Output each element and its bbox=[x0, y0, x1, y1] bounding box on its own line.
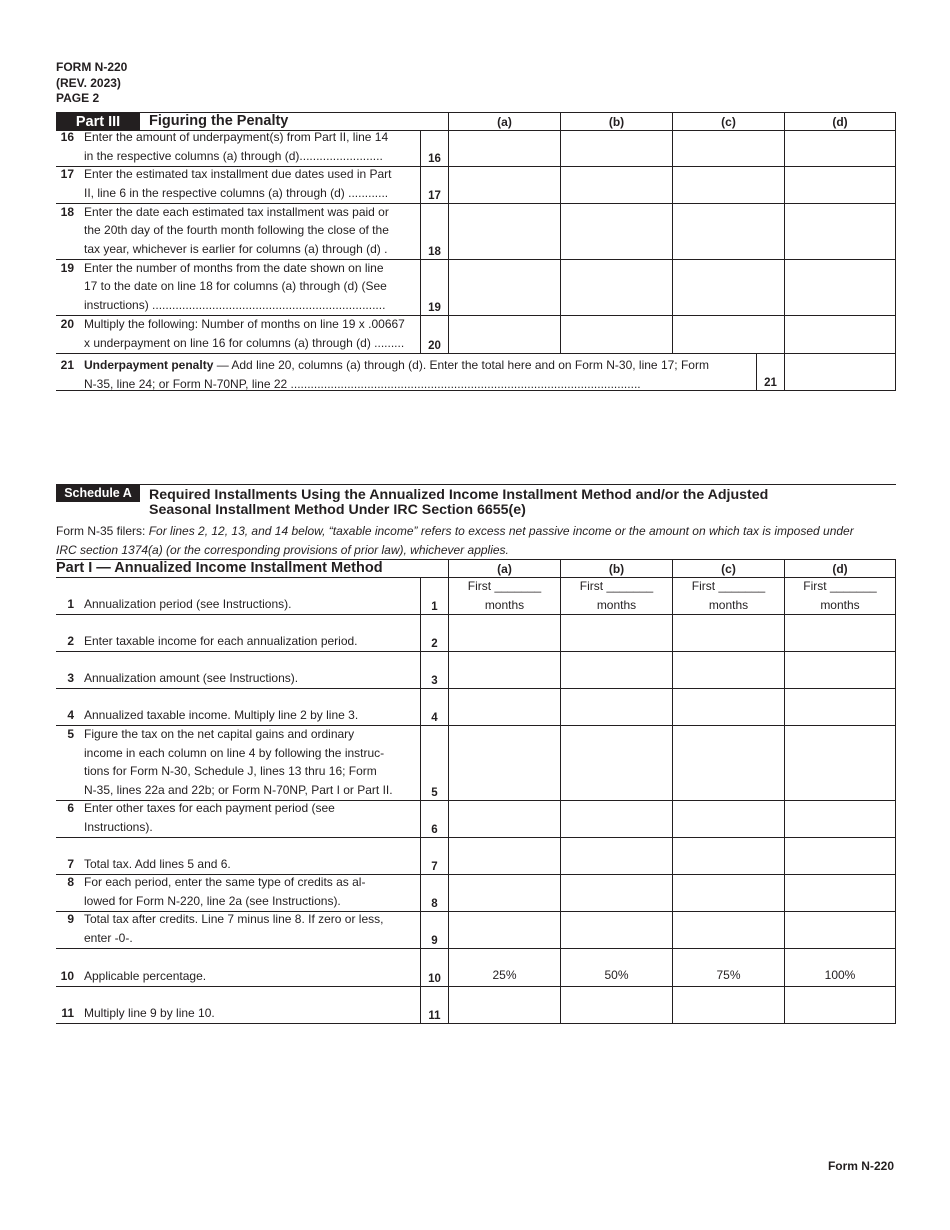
line-number: 8 bbox=[67, 875, 74, 890]
line-5-box bbox=[420, 726, 448, 801]
line-4-box bbox=[420, 689, 448, 726]
line-number: 3 bbox=[67, 671, 74, 686]
description-text: Annualized taxable income. Multiply line 2 by line 3. bbox=[84, 708, 359, 723]
line-6-column-d-field[interactable] bbox=[784, 801, 896, 838]
part3-title: Figuring the Penalty bbox=[149, 113, 289, 129]
description-text: Multiply the following: Number of months on line 19 x .00667 bbox=[84, 317, 405, 332]
line-17-box bbox=[420, 167, 448, 204]
line-3-column-a-field[interactable] bbox=[448, 652, 560, 689]
months-label: months bbox=[484, 597, 525, 612]
line-7-row bbox=[56, 838, 896, 875]
line-5-row bbox=[56, 726, 896, 801]
footer-form-name: Form N-220 bbox=[827, 1159, 894, 1173]
line-number-box-label: 5 bbox=[431, 787, 438, 799]
line-17-column-b-field[interactable] bbox=[560, 167, 672, 204]
line-number-box-label: 18 bbox=[428, 246, 441, 258]
line-8-box bbox=[420, 875, 448, 912]
line-8-row bbox=[56, 875, 896, 912]
line-17-column-c-field[interactable] bbox=[672, 167, 784, 204]
line-number-box-label: 19 bbox=[428, 302, 441, 314]
line-11-column-b-field[interactable] bbox=[560, 987, 672, 1024]
line-11-description bbox=[84, 1004, 414, 1023]
line-number: 6 bbox=[67, 801, 74, 816]
line-10-description bbox=[84, 967, 414, 986]
line-7-box bbox=[420, 838, 448, 875]
description-text: Instructions). bbox=[84, 820, 153, 835]
column-b-header: (b) bbox=[560, 560, 672, 578]
line-11-column-a-field[interactable] bbox=[448, 987, 560, 1024]
column-d-header: (d) bbox=[784, 560, 896, 578]
description-text: II, line 6 in the respective columns (a) through (d) ............ bbox=[84, 186, 389, 201]
line-8-column-b-field[interactable] bbox=[560, 875, 672, 912]
line-6-column-c-field[interactable] bbox=[672, 801, 784, 838]
line-21-amount-field[interactable] bbox=[784, 354, 896, 391]
line-number-box-label: 3 bbox=[431, 675, 438, 687]
column-b-header: (b) bbox=[560, 113, 672, 131]
line-number: 16 bbox=[60, 130, 74, 145]
applicable-percentage-value: 75% bbox=[716, 968, 741, 983]
description-text: Annualization period (see Instructions). bbox=[84, 597, 292, 612]
schedule-a-rule bbox=[56, 484, 896, 485]
first-months-label: First _______ bbox=[691, 579, 766, 593]
column-d-header: (d) bbox=[784, 113, 896, 131]
line-number: 19 bbox=[60, 260, 74, 275]
line-18-column-a-field[interactable] bbox=[448, 204, 560, 260]
line-6-column-a-field[interactable] bbox=[448, 801, 560, 838]
line-3-column-c-field[interactable] bbox=[672, 652, 784, 689]
months-label: months bbox=[708, 597, 749, 612]
first-months-label: First _______ bbox=[579, 579, 654, 593]
line-5-column-d-field[interactable] bbox=[784, 726, 896, 801]
line-4-column-d-field[interactable] bbox=[784, 689, 896, 726]
line-number: 1 bbox=[67, 597, 74, 612]
line-6-description bbox=[84, 799, 414, 837]
line-19-column-b-field[interactable] bbox=[560, 260, 672, 316]
description-text: Enter taxable income for each annualization period. bbox=[84, 634, 358, 649]
line-9-box bbox=[420, 912, 448, 949]
line-20-box bbox=[420, 316, 448, 354]
description-text: lowed for Form N-220, line 2a (see Instructions). bbox=[84, 894, 341, 909]
line-10-column-d-field[interactable] bbox=[784, 949, 896, 987]
line-number: 17 bbox=[60, 167, 74, 182]
line-number: 2 bbox=[67, 634, 74, 649]
line-2-column-b-field[interactable] bbox=[560, 615, 672, 652]
part1-header bbox=[56, 559, 896, 578]
line-19-column-c-field[interactable] bbox=[672, 260, 784, 316]
line-2-row bbox=[56, 615, 896, 652]
description-text: Enter the amount of underpayment(s) from Part II, line 14 bbox=[84, 130, 389, 145]
line-7-column-c-field[interactable] bbox=[672, 838, 784, 875]
form-number: FORM N-220 bbox=[56, 60, 128, 74]
line-2-column-c-field[interactable] bbox=[672, 615, 784, 652]
line-18-box bbox=[420, 204, 448, 260]
line-2-box bbox=[420, 615, 448, 652]
line-21-text-1: — Add line 20, columns (a) through (d). Enter the total here and on Form N-30, line 17; Form bbox=[213, 358, 709, 372]
line-10-box bbox=[420, 949, 448, 987]
line-17-row bbox=[56, 167, 896, 204]
line-1-column-b-field[interactable] bbox=[560, 577, 672, 615]
line-6-box bbox=[420, 801, 448, 838]
line-11-box bbox=[420, 987, 448, 1024]
line-7-description bbox=[84, 855, 414, 874]
line-10-column-a-field[interactable] bbox=[448, 949, 560, 987]
description-text: the 20th day of the fourth month following the close of the bbox=[84, 223, 389, 238]
description-text: tax year, whichever is earlier for columns (a) through (d) . bbox=[84, 242, 388, 257]
line-21-text bbox=[84, 356, 764, 394]
months-label: months bbox=[820, 597, 860, 612]
description-text: x underpayment on line 16 for columns (a) through (d) ......... bbox=[84, 336, 405, 351]
description-text: instructions) ...................................................................... bbox=[84, 298, 386, 313]
line-18-description bbox=[84, 203, 414, 259]
description-text: Total tax after credits. Line 7 minus line 8. If zero or less, bbox=[84, 912, 384, 927]
line-20-row bbox=[56, 316, 896, 354]
line-number-box-label: 9 bbox=[431, 935, 438, 947]
line-17-description bbox=[84, 165, 414, 203]
line-9-column-b-field[interactable] bbox=[560, 912, 672, 949]
line-19-description bbox=[84, 259, 414, 315]
line-number-box-label: 20 bbox=[428, 340, 441, 352]
applicable-percentage-value: 100% bbox=[824, 968, 856, 983]
line-21-box: 21 bbox=[756, 354, 784, 391]
line-number-box-label: 4 bbox=[431, 712, 438, 724]
line-4-column-c-field[interactable] bbox=[672, 689, 784, 726]
form-revision: (REV. 2023) bbox=[56, 75, 121, 90]
line-11-column-c-field[interactable] bbox=[672, 987, 784, 1024]
description-text: Total tax. Add lines 5 and 6. bbox=[84, 857, 231, 872]
line-9-column-d-field[interactable] bbox=[784, 912, 896, 949]
description-text: tions for Form N-30, Schedule J, lines 13 thru 16; Form bbox=[84, 764, 377, 779]
line-number-box-label: 8 bbox=[431, 898, 438, 910]
line-number-box-label: 6 bbox=[431, 824, 438, 836]
line-20-column-a-field[interactable] bbox=[448, 316, 560, 354]
line-19-column-a-field[interactable] bbox=[448, 260, 560, 316]
schedule-a-note: Form N-35 filers: For lines 2, 12, 13, and 14 below, “taxable income” refers to excess net passive income or the amount on which tax is imposed under IRC section 1374(a) (or the corresponding provisions of prior law), whichever applies. bbox=[56, 524, 854, 557]
line-7-column-a-field[interactable] bbox=[448, 838, 560, 875]
line-8-description bbox=[84, 873, 414, 911]
line-4-description bbox=[84, 706, 414, 725]
line-5-description bbox=[84, 725, 414, 800]
line-3-box bbox=[420, 652, 448, 689]
line-5-column-c-field[interactable] bbox=[672, 726, 784, 801]
line-16-column-d-field[interactable] bbox=[784, 130, 896, 167]
description-text: enter -0-. bbox=[84, 931, 133, 946]
line-3-column-b-field[interactable] bbox=[560, 652, 672, 689]
line-5-column-a-field[interactable] bbox=[448, 726, 560, 801]
applicable-percentage-value: 50% bbox=[604, 968, 629, 983]
part3-label: Part III bbox=[56, 113, 140, 131]
line-number-box-label: 7 bbox=[431, 861, 438, 873]
column-c-header: (c) bbox=[672, 560, 784, 578]
form-header bbox=[56, 60, 127, 107]
description-text: Enter the date each estimated tax installment was paid or bbox=[84, 204, 389, 219]
line-number: 10 bbox=[60, 969, 74, 984]
description-text: Multiply line 9 by line 10. bbox=[84, 1006, 215, 1021]
line-8-column-d-field[interactable] bbox=[784, 875, 896, 912]
line-10-row bbox=[56, 949, 896, 987]
description-text: For each period, enter the same type of credits as al- bbox=[84, 875, 366, 890]
line-9-column-a-field[interactable] bbox=[448, 912, 560, 949]
description-text: N-35, lines 22a and 22b; or Form N-70NP, Part I or Part II. bbox=[84, 783, 393, 798]
underpayment-penalty-label: Underpayment penalty bbox=[84, 358, 214, 372]
line-17-column-a-field[interactable] bbox=[448, 167, 560, 204]
line-2-column-d-field[interactable] bbox=[784, 615, 896, 652]
line-number-box-label: 16 bbox=[428, 153, 441, 165]
description-text: income in each column on line 4 by following the instruc- bbox=[84, 745, 385, 760]
line-20-description bbox=[84, 315, 414, 353]
line-16-row bbox=[56, 130, 896, 167]
line-8-column-c-field[interactable] bbox=[672, 875, 784, 912]
line-5-column-b-field[interactable] bbox=[560, 726, 672, 801]
line-number: 7 bbox=[67, 857, 74, 872]
line-16-description bbox=[84, 128, 414, 166]
line-21-text-2: N-35, line 24; or Form N-70NP, line 22 ......................................................................................................... bbox=[84, 376, 641, 391]
line-16-column-b-field[interactable] bbox=[560, 130, 672, 167]
line-9-column-c-field[interactable] bbox=[672, 912, 784, 949]
line-3-description bbox=[84, 669, 414, 688]
line-16-column-c-field[interactable] bbox=[672, 130, 784, 167]
line-6-row bbox=[56, 801, 896, 838]
line-number-box-label: 17 bbox=[428, 190, 441, 202]
line-16-column-a-field[interactable] bbox=[448, 130, 560, 167]
line-3-row bbox=[56, 652, 896, 689]
line-18-column-b-field[interactable] bbox=[560, 204, 672, 260]
line-19-column-d-field[interactable] bbox=[784, 260, 896, 316]
description-text: Enter the estimated tax installment due dates used in Part bbox=[84, 167, 392, 182]
line-6-column-b-field[interactable] bbox=[560, 801, 672, 838]
description-text: 17 to the date on line 18 for columns (a) through (d) (See bbox=[84, 279, 387, 294]
line-10-column-b-field[interactable] bbox=[560, 949, 672, 987]
description-text: Figure the tax on the net capital gains and ordinary bbox=[84, 726, 355, 741]
line-number: 11 bbox=[61, 1006, 74, 1021]
schedule-a-label: Schedule A bbox=[56, 485, 140, 502]
line-number-box-label: 2 bbox=[431, 638, 438, 650]
line-1-column-d-field[interactable] bbox=[784, 577, 896, 615]
line-7-column-b-field[interactable] bbox=[560, 838, 672, 875]
part1-title: Part I — Annualized Income Installment Method bbox=[56, 560, 383, 576]
line-18-column-d-field[interactable] bbox=[784, 204, 896, 260]
line-20-column-c-field[interactable] bbox=[672, 316, 784, 354]
line-17-column-d-field[interactable] bbox=[784, 167, 896, 204]
line-4-column-b-field[interactable] bbox=[560, 689, 672, 726]
line-1-description bbox=[84, 595, 414, 614]
line-8-column-a-field[interactable] bbox=[448, 875, 560, 912]
line-1-row bbox=[56, 577, 896, 615]
line-19-box bbox=[420, 260, 448, 316]
line-16-box bbox=[420, 130, 448, 167]
schedule-a-title: Required Installments Using the Annualized Income Installment Method and/or the Adjusted Seasonal Installment Method Under IRC Section 6655(e) bbox=[149, 487, 769, 518]
line-2-description bbox=[84, 632, 414, 651]
description-text: Annualization amount (see Instructions). bbox=[84, 671, 299, 686]
line-9-row bbox=[56, 912, 896, 949]
line-10-column-c-field[interactable] bbox=[672, 949, 784, 987]
line-1-column-c-field[interactable] bbox=[672, 577, 784, 615]
line-number: 21 bbox=[60, 358, 74, 372]
line-number: 18 bbox=[60, 204, 74, 219]
months-label: months bbox=[596, 597, 637, 612]
line-11-row bbox=[56, 987, 896, 1024]
column-a-header: (a) bbox=[448, 113, 560, 131]
line-number: 9 bbox=[67, 912, 74, 927]
line-11-column-d-field[interactable] bbox=[784, 987, 896, 1024]
line-number: 4 bbox=[67, 708, 74, 723]
line-4-column-a-field[interactable] bbox=[448, 689, 560, 726]
line-20-column-d-field[interactable] bbox=[784, 316, 896, 354]
first-months-label: First _______ bbox=[803, 579, 877, 593]
description-text: Applicable percentage. bbox=[84, 969, 207, 984]
line-3-column-d-field[interactable] bbox=[784, 652, 896, 689]
line-18-row bbox=[56, 204, 896, 260]
line-1-column-a-field[interactable] bbox=[448, 577, 560, 615]
line-4-row bbox=[56, 689, 896, 726]
line-19-row bbox=[56, 260, 896, 316]
line-20-column-b-field[interactable] bbox=[560, 316, 672, 354]
first-months-label: First _______ bbox=[467, 579, 542, 593]
line-number-box-label: 1 bbox=[431, 601, 438, 613]
applicable-percentage-value: 25% bbox=[492, 968, 517, 983]
column-a-header: (a) bbox=[448, 560, 560, 578]
line-number: 20 bbox=[60, 317, 74, 332]
line-number-box-label: 10 bbox=[428, 973, 441, 985]
description-text: Enter the number of months from the date shown on line bbox=[84, 260, 384, 275]
column-c-header: (c) bbox=[672, 113, 784, 131]
line-1-box bbox=[420, 577, 448, 615]
line-9-description bbox=[84, 910, 414, 948]
line-number-box-label: 11 bbox=[428, 1010, 441, 1022]
line-7-column-d-field[interactable] bbox=[784, 838, 896, 875]
description-text: in the respective columns (a) through (d)......................... bbox=[84, 149, 383, 164]
line-2-column-a-field[interactable] bbox=[448, 615, 560, 652]
line-number: 5 bbox=[67, 726, 74, 741]
page-number: PAGE 2 bbox=[56, 91, 100, 105]
description-text: Enter other taxes for each payment period (see bbox=[84, 801, 335, 816]
line-21-row bbox=[56, 354, 896, 391]
line-18-column-c-field[interactable] bbox=[672, 204, 784, 260]
